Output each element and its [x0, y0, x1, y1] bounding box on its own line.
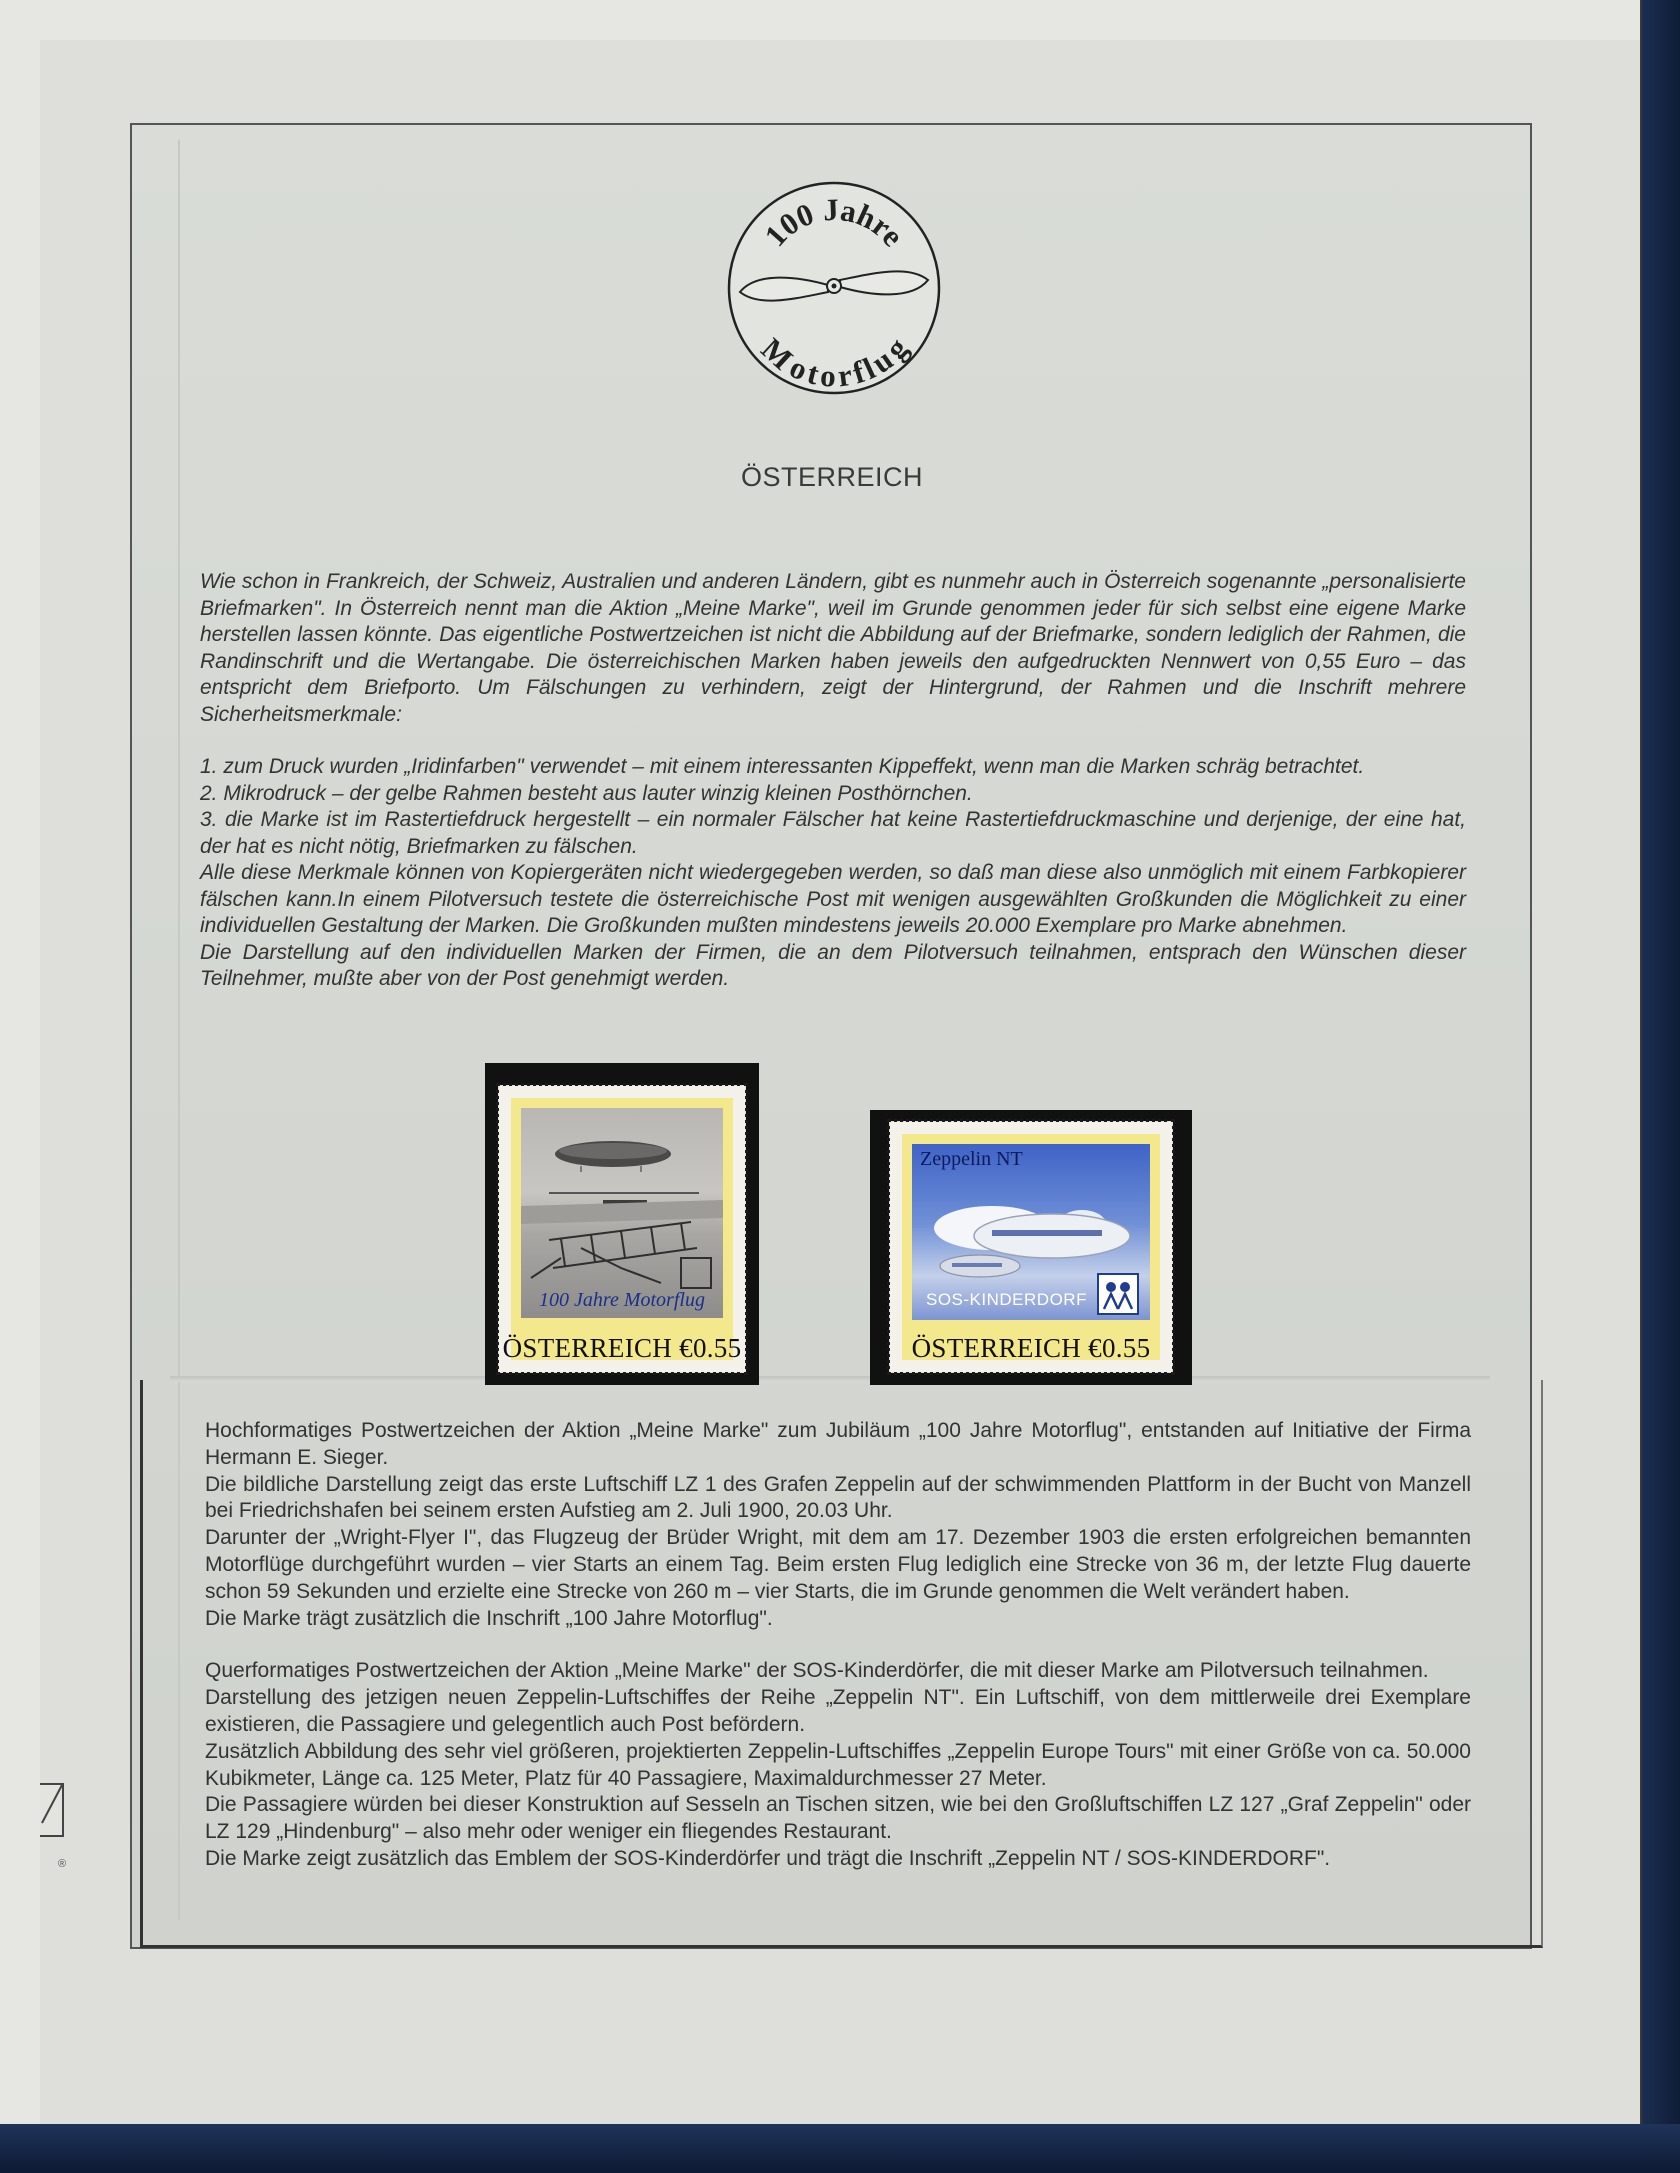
stamp-country-value: ÖSTERREICH €0.55 [911, 1333, 1151, 1363]
desc-paragraph: Hochformatiges Postwertzeichen der Aktion „Meine Marke" zum Jubiläum „100 Jahre Motorflug", entstanden auf Initiative der Firma Hermann E. Sieger. [205, 1419, 1471, 1469]
intro-item: Die Darstellung auf den individuellen Marken der Firmen, die an dem Pilotversuch teilnahmen, entsprach den Wünschen dieser Teilnehmer, mußte aber von der Post genehmigt werden. [200, 940, 1466, 990]
desc-paragraph: Darstellung des jetzigen neuen Zeppelin-Luftschiffes der Reihe „Zeppelin NT". Ein Luftschiff, von dem mittlerweile drei Exemplare existieren, die Passagiere und gelegentlich auch Post befördern. [205, 1686, 1471, 1736]
intro-item: Alle diese Merkmale können von Kopiergeräten nicht wiedergegeben werden, so daß man diese also unmöglich mit einem Farbkopierer fälschen kann.In einem Pilotversuch testete die österreichische Post mit wenigen ausgewählten Großkunden die Möglichkeit zu einer individuellen Gestaltung der Marken. Die Großkunden mußten mindestens jeweils 20.000 Exemplare pro Marke abnehmen. [200, 861, 1466, 937]
desc-paragraph: Die Marke zeigt zusätzlich das Emblem der SOS-Kinderdörfer und trägt die Inschrift „Zeppelin NT / SOS-KINDERDORF". [205, 1846, 1331, 1870]
intro-item: 3. die Marke ist im Rastertiefdruck hergestellt – ein normaler Fälscher hat keine Rastertiefdruckmaschine und derjenige, der eine hat, der hat es nicht nötig, Briefmarken zu fälschen. [200, 808, 1466, 858]
intro-text [200, 569, 1466, 993]
corner-mark-diagonal [40, 1783, 64, 1837]
intro-item: 1. zum Druck wurden „Iridinfarben" verwendet – mit einem interessanten Kippeffekt, wenn man die Marken schräg betrachtet. [200, 755, 1365, 778]
stamp-mount-1 [485, 1063, 759, 1385]
page-title: ÖSTERREICH [740, 462, 924, 492]
desc-paragraph: Die bildliche Darstellung zeigt das erste Luftschiff LZ 1 des Grafen Zeppelin auf der schwimmenden Plattform in der Bucht von Manzell bei Friedrichshafen bei seinem ersten Aufstieg am 2. Juli 1900, 20.03 Uhr. [205, 1472, 1471, 1523]
logo-top-text: 100 Jahre [757, 191, 911, 254]
desc-paragraph: Zusätzlich Abbildung des sehr viel größeren, projektierten Zeppelin-Luftschiffes „Zeppelin Europe Tours" mit einer Größe von ca. 50.000 Kubikmeter, Länge ca. 125 Meter, Platz für 40 Passagiere, Maximaldurchmesser 27 Meter. [205, 1739, 1471, 1790]
stamp-motorflug[interactable] [499, 1086, 745, 1372]
stamp-picture [521, 1108, 723, 1318]
logo-bottom-text: Motorflug [754, 330, 915, 394]
stamp-country-value: ÖSTERREICH €0.55 [502, 1333, 742, 1363]
sleeve-crease [178, 140, 180, 1920]
intro-paragraph: Wie schon in Frankreich, der Schweiz, Australien und anderen Ländern, gibt es nunmehr auch in Österreich sogenannte „personalisierte Briefmarken". In Österreich nennt man die Aktion „Meine Marke", weil im Grunde genommen jeder für sich selbst eine eigene Marke herstellen lassen könnte. Das eigentliche Postwertzeichen ist nicht die Abbildung auf der Briefmarke, sondern lediglich der Rahmen, die Randinschrift und die Wertangabe. Die österreichischen Marken haben jeweils den aufgedruckten Nennwert von 0,55 Euro – das entspricht dem Briefporto. Um Fälschungen zu verhindern, zeigt der Hintergrund, der Rahmen und die Inschrift mehrere Sicherheitsmerkmale: [200, 570, 1466, 726]
desc-paragraph: Die Marke trägt zusätzlich die Inschrift „100 Jahre Motorflug". [205, 1606, 773, 1630]
album-binder-edge [1640, 0, 1680, 2173]
stamp-picture [912, 1144, 1150, 1320]
stamp-title: Zeppelin NT [920, 1148, 1023, 1170]
jubilee-logo [726, 180, 942, 396]
desc-paragraph: Darunter der „Wright-Flyer I", das Flugzeug der Brüder Wright, mit dem am 17. Dezember 1903 die ersten erfolgreichen bemannten Motorflüge durchgeführt wurden – vier Starts an einem Tag. Beim ersten Flug lediglich eine Strecke von 36 m, der letzte Flug dauerte schon 59 Sekunden und erzielte eine Strecke von 260 m – vier Starts, die im Grunde genommen die Welt verändert haben. [205, 1526, 1471, 1603]
sleeve-fold-line [170, 1376, 1490, 1382]
stamp-mount-2 [870, 1110, 1192, 1385]
desc-paragraph: Querformatiges Postwertzeichen der Aktion „Meine Marke" der SOS-Kinderdörfer, die mit dieser Marke am Pilotversuch teilnahmen. [205, 1659, 1429, 1683]
airship-biplane-illustration [521, 1108, 723, 1318]
album-binder-bottom [0, 2124, 1680, 2173]
stamp-description [205, 1418, 1471, 1873]
stamp-zeppelin-nt[interactable] [890, 1122, 1172, 1372]
desc-paragraph: Die Passagiere würden bei dieser Konstruktion auf Sesseln an Tischen sitzen, wie bei den Großluftschiffen LZ 127 „Graf Zeppelin" oder LZ 129 „Hindenburg" – also mehr oder weniger ein fliegendes Restaurant. [205, 1793, 1471, 1844]
intro-item: 2. Mikrodruck – der gelbe Rahmen besteht aus lauter winzig kleinen Posthörnchen. [200, 781, 973, 805]
stamp-caption: 100 Jahre Motorflug [539, 1289, 705, 1311]
registered-mark: ® [58, 1858, 67, 1870]
stamp-caption: SOS-KINDERDORF [926, 1290, 1087, 1309]
